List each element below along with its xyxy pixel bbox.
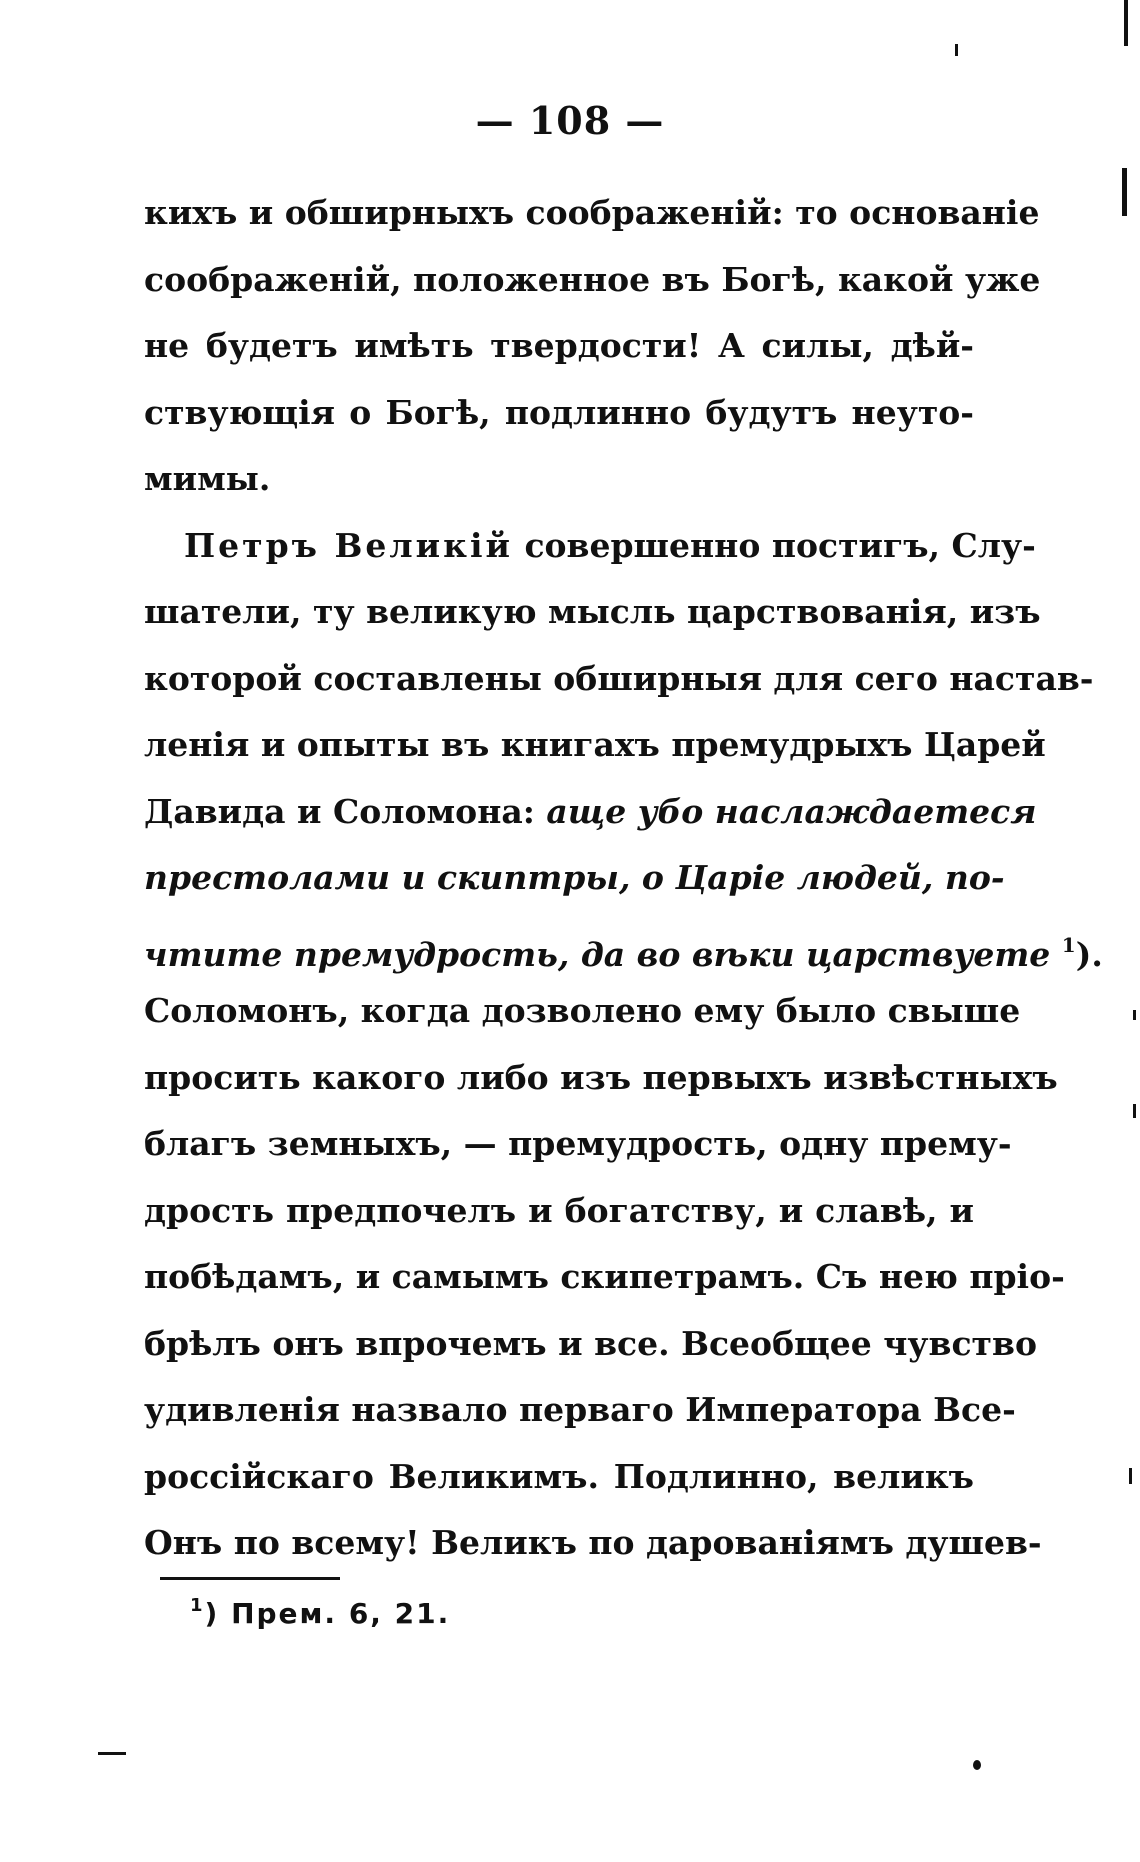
text-line <box>144 380 974 447</box>
text-run: удивленія назвало перваго Императора Все- <box>144 1390 1016 1429</box>
text-run: шатели, ту великую мысль царствованія, изъ <box>144 592 1041 631</box>
scan-mark <box>973 1760 981 1770</box>
footnote-reference: 1 <box>1061 932 1076 957</box>
text-run: чтите премудрость, да во вѣки царствуете <box>144 934 1051 974</box>
footnote <box>190 1595 450 1630</box>
text-run: которой составлены обширныя для сего настав- <box>144 658 1094 698</box>
scan-mark <box>98 1752 126 1755</box>
text-run <box>1050 935 1062 974</box>
text-line <box>144 1244 1065 1311</box>
text-line <box>144 180 1040 247</box>
footnote-marker: 1 <box>190 1595 205 1616</box>
text-run: мимы. <box>144 459 271 498</box>
footnote-text: ) Прем. 6, 21. <box>204 1597 451 1630</box>
scan-mark <box>1133 1104 1136 1118</box>
text-line <box>144 247 1041 314</box>
text-run: дрость предпочелъ и богатству, и славѣ, и <box>144 1190 974 1230</box>
text-line <box>144 712 1046 779</box>
footnote-divider <box>160 1577 340 1580</box>
text-run: совершенно постигъ, Слу- <box>512 525 1036 565</box>
text-line <box>144 579 1041 646</box>
text-run: не будетъ имѣть твердости! А силы, дѣй- <box>144 326 974 365</box>
scan-mark <box>955 44 958 56</box>
text-line <box>144 978 1021 1045</box>
body-text <box>144 180 1103 1577</box>
text-run: Давида и Соломона: <box>144 791 547 831</box>
text-line <box>144 845 1005 912</box>
scan-mark <box>1122 168 1127 216</box>
text-line <box>144 1111 1012 1178</box>
text-line <box>144 646 1094 713</box>
text-line <box>144 1377 1016 1444</box>
text-run: Петръ Великій <box>184 525 513 565</box>
scan-mark <box>1129 1468 1132 1484</box>
text-line <box>144 1311 1037 1378</box>
text-run: Соломонъ, когда дозволено ему было свыше <box>144 991 1021 1030</box>
text-run: россійскаго Великимъ. Подлинно, великъ <box>144 1456 974 1496</box>
text-line <box>144 779 1037 846</box>
text-run: ленія и опыты въ книгахъ премудрыхъ Царей <box>144 725 1046 764</box>
scan-mark <box>1133 1010 1136 1020</box>
text-run: просить какого либо изъ первыхъ извѣстныхъ <box>144 1057 1058 1097</box>
text-run: кихъ и обширныхъ соображеній: то основаніе <box>144 193 1040 232</box>
text-line <box>144 1510 1042 1577</box>
text-run: ствующія о Богѣ, подлинно будутъ неуто- <box>144 392 974 432</box>
text-run: престолами и скиптры, о Царіе людей, по- <box>144 858 1005 897</box>
text-line <box>144 1045 1058 1112</box>
text-run: благъ земныхъ, — премудрость, одну прему- <box>144 1124 1012 1163</box>
text-line <box>144 912 1103 979</box>
text-line <box>144 446 974 513</box>
text-run: побѣдамъ, и самымъ скипетрамъ. Съ нею пріо- <box>144 1257 1065 1296</box>
text-line <box>144 313 974 380</box>
text-run: брѣлъ онъ впрочемъ и все. Всеобщее чувство <box>144 1323 1037 1363</box>
text-line <box>144 1444 974 1511</box>
text-line <box>144 1178 974 1245</box>
page-number: — 108 — <box>475 98 665 143</box>
text-run: Онъ по всему! Великъ по дарованіямъ душев- <box>144 1523 1042 1562</box>
text-run: ). <box>1075 934 1103 974</box>
scan-mark <box>1124 0 1128 46</box>
text-line <box>144 513 1036 580</box>
text-run: соображеній, положенное въ Богѣ, какой уже <box>144 259 1041 299</box>
text-run: аще убо наслаждаетеся <box>546 791 1037 831</box>
